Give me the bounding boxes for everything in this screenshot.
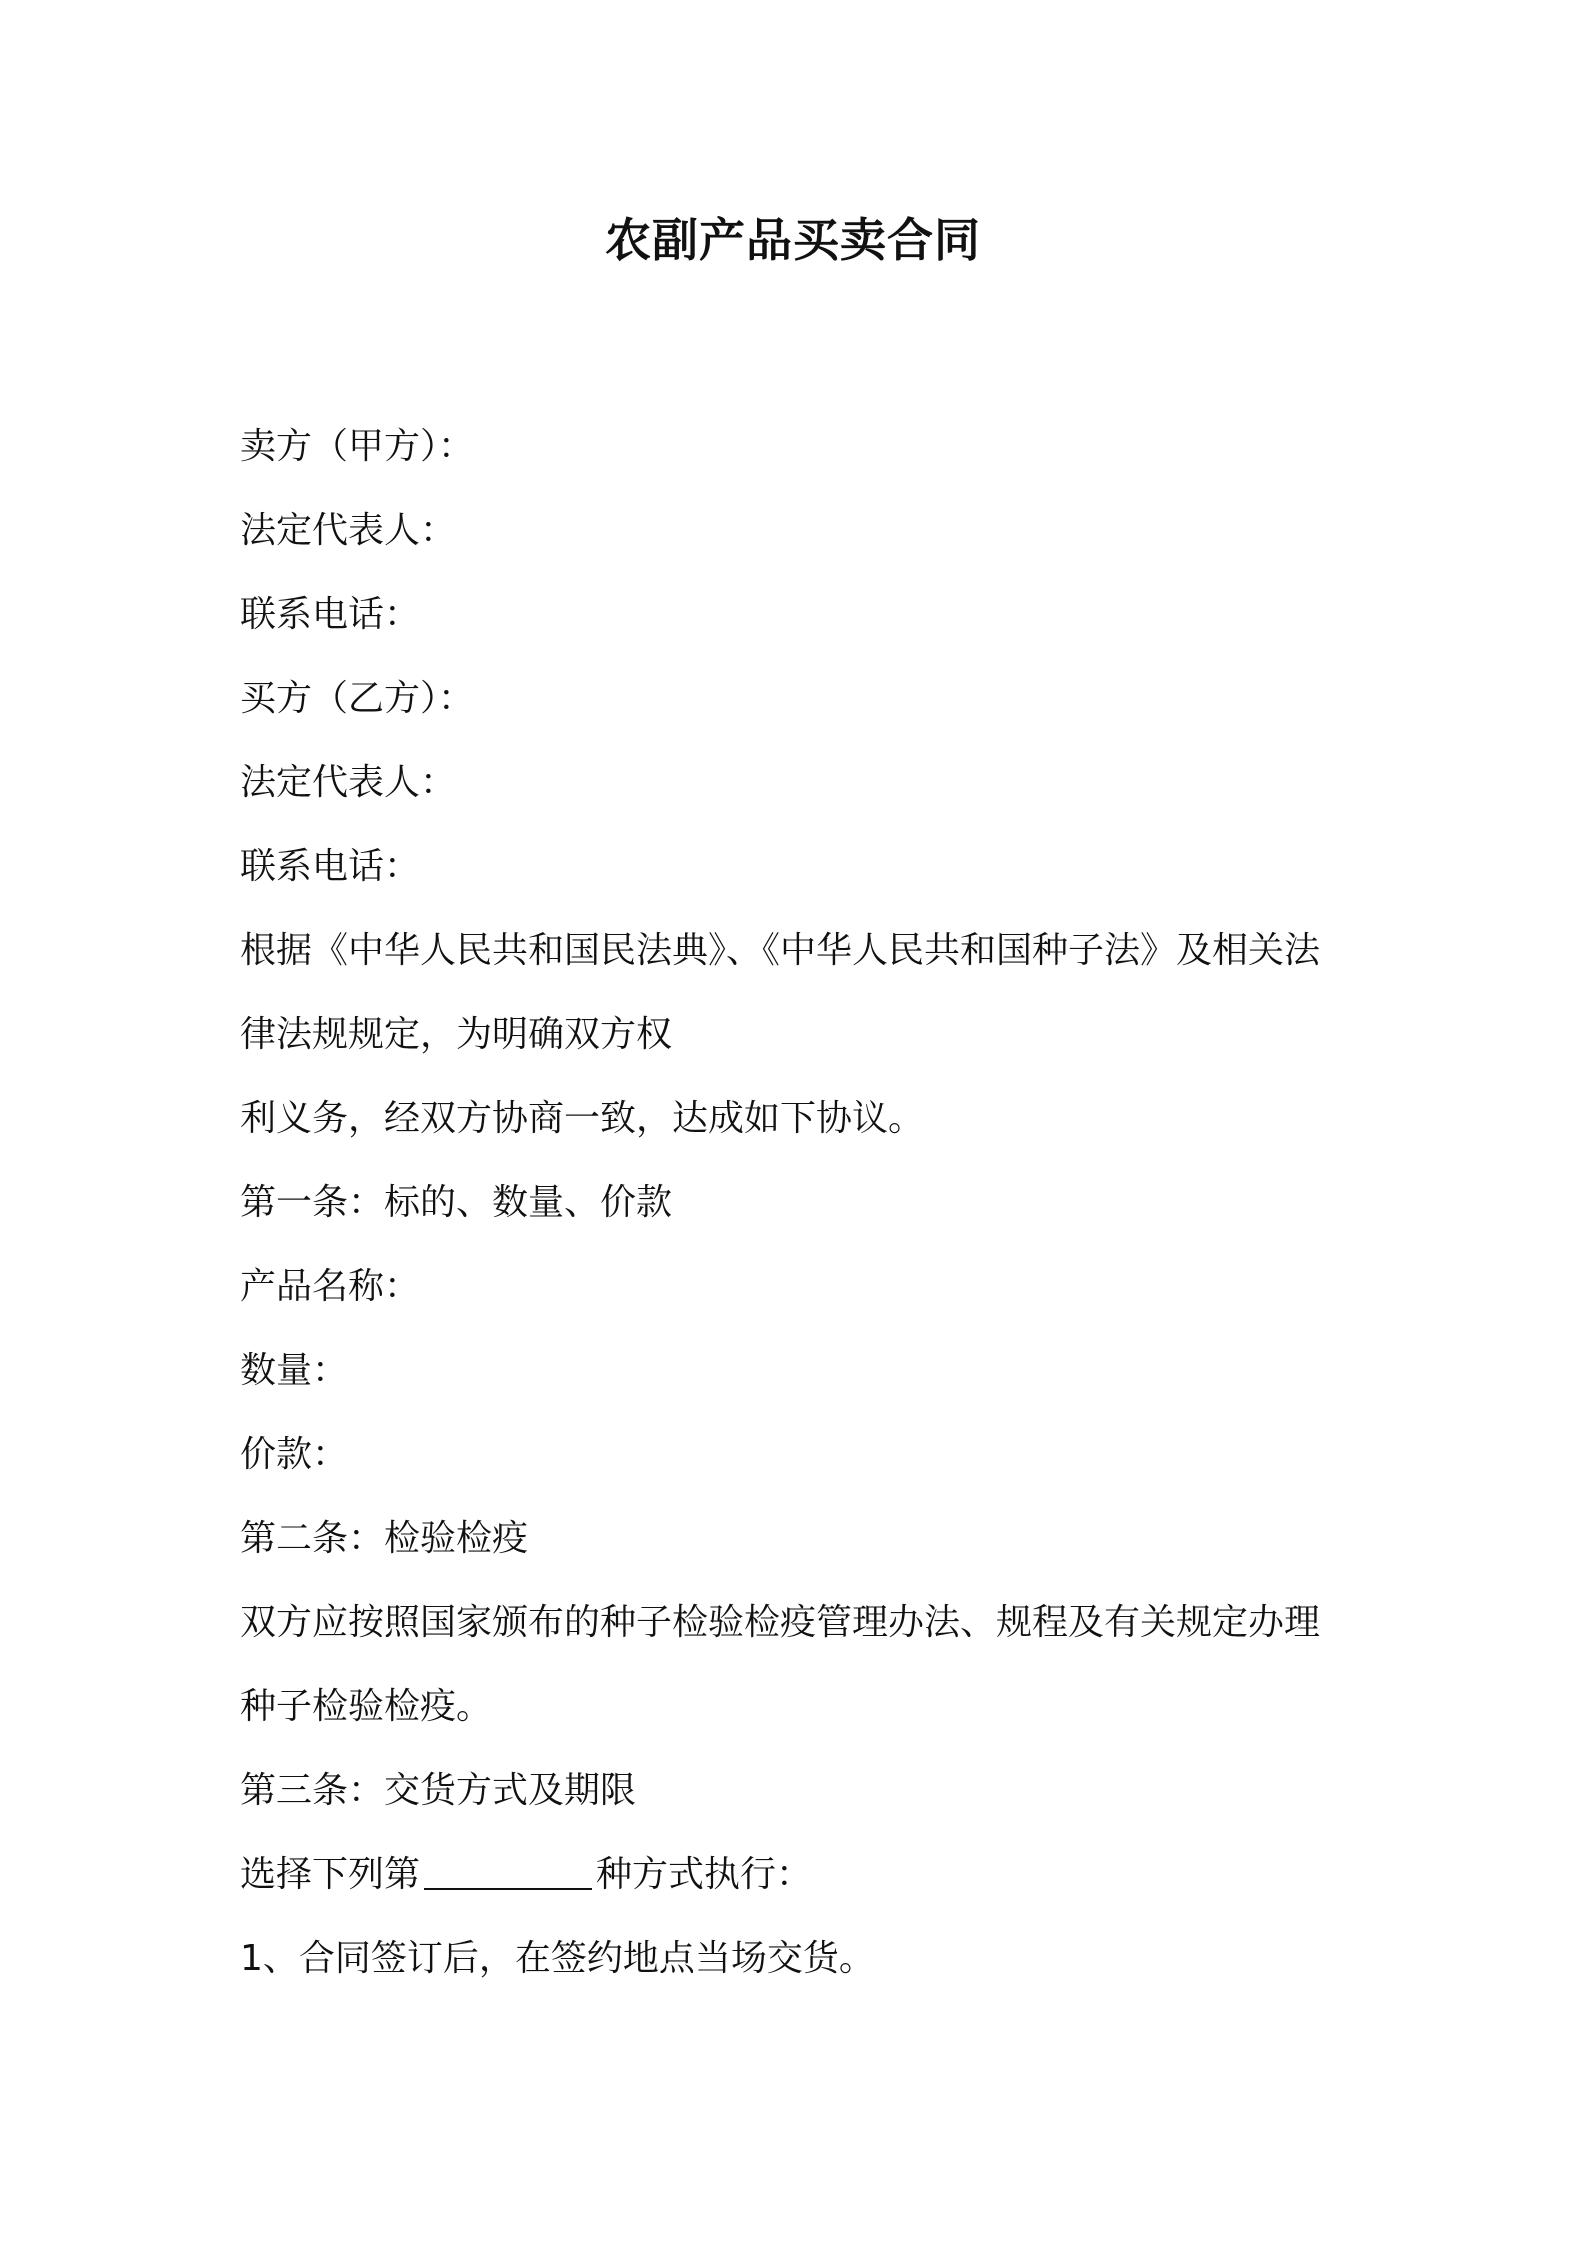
delivery-choice-suffix: 种方式执行： [596,1854,813,1895]
article-2-heading: 第二条：检验检疫 [240,1518,529,1559]
delivery-choice-prefix: 选择下列第 [240,1854,421,1895]
delivery-choice-blank [424,1852,592,1890]
seller-phone-label: 联系电话： [240,594,421,635]
buyer-legal-representative-label: 法定代表人： [240,762,457,803]
delivery-option-1: 1、合同签订后，在签约地点当场交货。 [240,1938,875,1979]
product-name-label: 产品名称： [240,1266,421,1307]
inspection-text-line-1: 双方应按照国家颁布的种子检验检疫管理办法、规程及有关规定办理 [240,1602,1321,1643]
buyer-label: 买方（乙方）： [240,678,475,719]
preamble-line-3: 利义务，经双方协商一致，达成如下协议。 [240,1098,925,1139]
seller-legal-representative-label: 法定代表人： [240,510,457,551]
seller-label: 卖方（甲方）： [240,426,475,467]
inspection-text-line-2: 种子检验检疫。 [240,1686,493,1727]
article-3-heading: 第三条：交货方式及期限 [240,1770,637,1811]
preamble-line-2: 律法规规定，为明确双方权 [240,1014,673,1055]
buyer-phone-label: 联系电话： [240,846,421,887]
document-body [240,405,1370,2001]
quantity-label: 数量： [240,1350,349,1391]
document-title: 农副产品买卖合同 [605,213,981,267]
article-1-heading: 第一条：标的、数量、价款 [240,1182,673,1223]
preamble-line-1: 根据《中华人民共和国民法典》、《中华人民共和国种子法》及相关法 [240,930,1321,971]
delivery-choice-line [240,1833,1370,1917]
price-label: 价款： [240,1434,349,1475]
